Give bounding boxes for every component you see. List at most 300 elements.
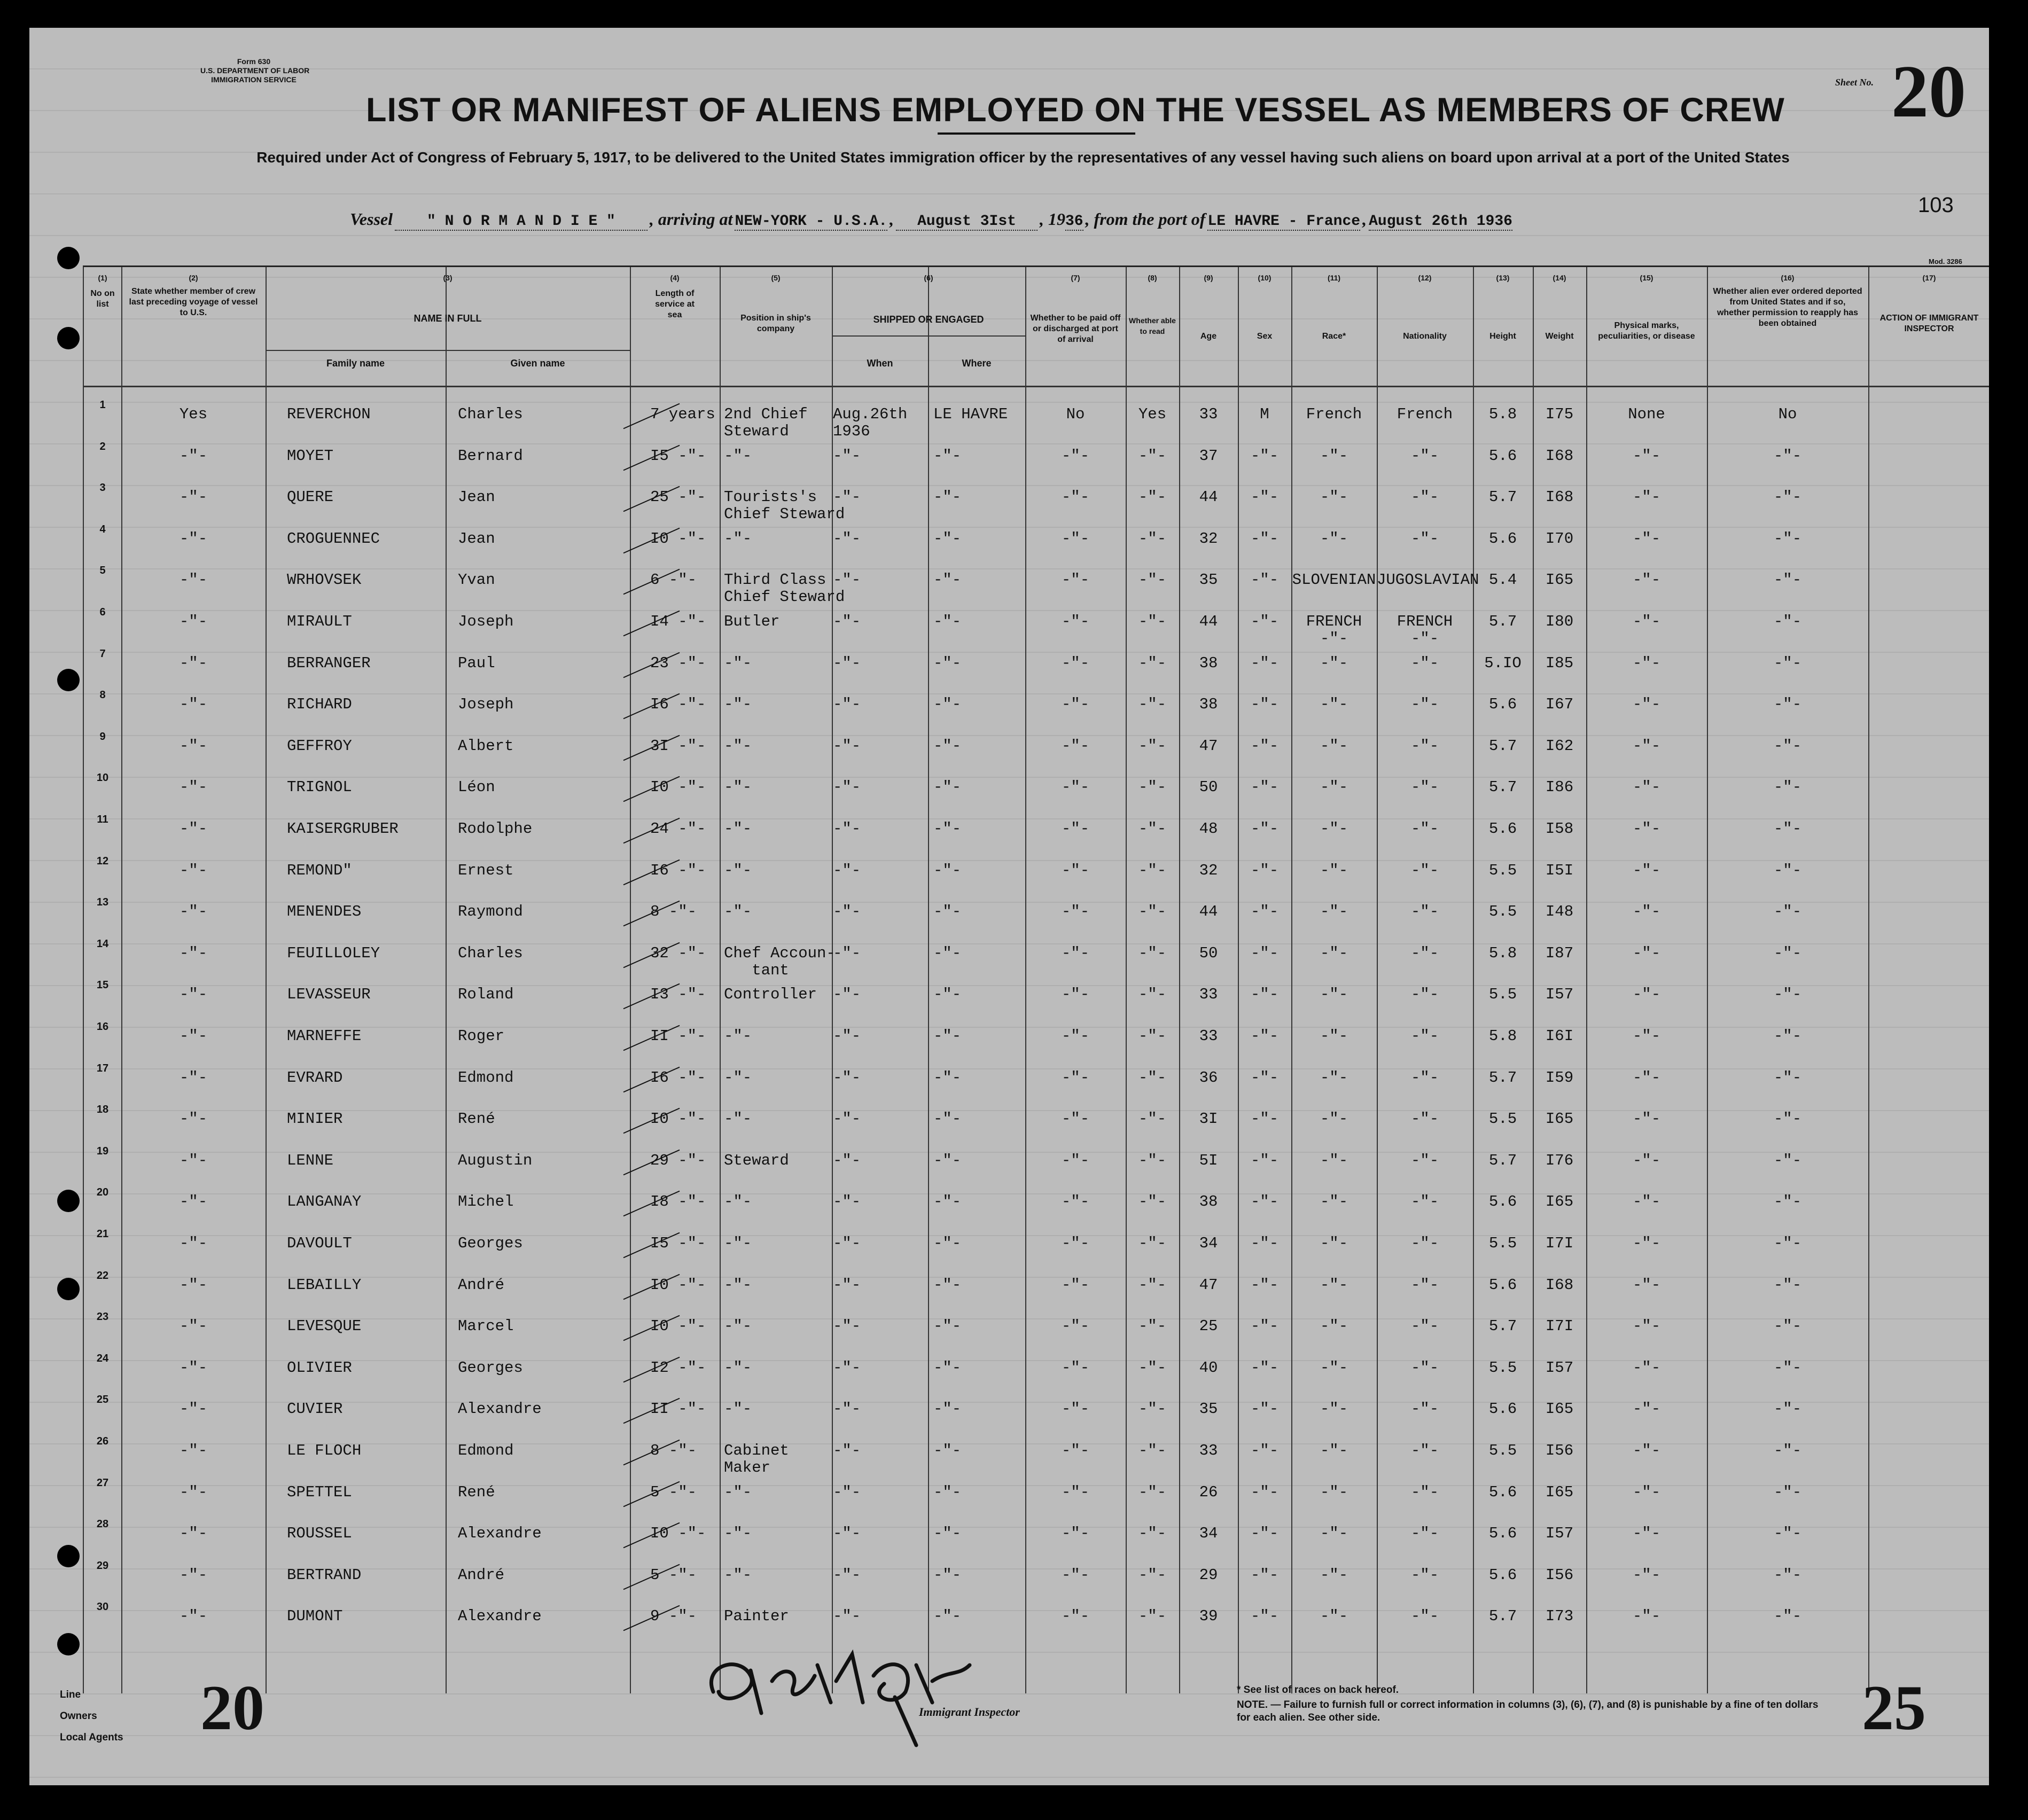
cell-weight: I65 <box>1545 1193 1574 1211</box>
cell-weight: I68 <box>1545 488 1574 506</box>
cell-given: Raymond <box>458 903 523 921</box>
cell-deported: -"- <box>1773 488 1802 506</box>
line-label: Line <box>60 1689 81 1700</box>
punch-hole <box>57 1190 80 1212</box>
cell-marks: -"- <box>1632 1027 1661 1045</box>
cell-weight: I65 <box>1545 1110 1574 1128</box>
cell-height: 5.7 <box>1488 737 1517 755</box>
cell-prev: -"- <box>179 861 208 879</box>
cell-deported: -"- <box>1773 529 1802 548</box>
cell-paid: -"- <box>1061 1607 1090 1626</box>
cell-when: -"- <box>833 447 861 465</box>
cell-height: 5.6 <box>1488 1193 1517 1211</box>
cell-when: -"- <box>833 1151 861 1169</box>
cell-no: 11 <box>97 814 108 825</box>
header-shipped-or-engaged: SHIPPED OR ENGAGED <box>873 314 984 325</box>
owners-label: Owners <box>60 1710 97 1722</box>
cell-prev: -"- <box>179 447 208 465</box>
cell-position: -"- <box>724 903 752 921</box>
cell-race: -"- <box>1320 778 1348 796</box>
cell-family: WRHOVSEK <box>287 571 362 589</box>
cell-height: 5.5 <box>1488 1442 1517 1459</box>
cell-service: I6 -"- <box>650 696 706 714</box>
cell-where: -"- <box>933 1027 962 1045</box>
cell-prev: -"- <box>179 820 208 838</box>
cell-where: -"- <box>933 1193 962 1211</box>
cell-where: LE HAVRE <box>933 405 1008 423</box>
cell-given: Georges <box>458 1358 523 1377</box>
header-name-in-full: NAME IN FULL <box>414 313 482 324</box>
cell-nationality: -"- <box>1410 903 1439 921</box>
cell-service: 5 -"- <box>650 1566 697 1584</box>
cell-where: -"- <box>933 1525 962 1543</box>
manifest-sheet <box>29 28 1989 1785</box>
stamp-number: 103 <box>1918 193 1954 217</box>
cell-where: -"- <box>933 654 962 672</box>
cell-race: -"- <box>1320 1525 1348 1543</box>
arriving-label: , arriving at <box>649 209 733 229</box>
header-nationality: Nationality <box>1403 332 1447 341</box>
cell-marks: -"- <box>1632 696 1661 714</box>
cell-paid: -"- <box>1061 986 1090 1004</box>
cell-marks: -"- <box>1632 1442 1661 1459</box>
table-row <box>84 478 1989 524</box>
cell-position: Painter <box>724 1607 789 1626</box>
cell-paid: -"- <box>1061 1276 1090 1294</box>
cell-deported: -"- <box>1773 613 1802 630</box>
cell-marks: -"- <box>1632 447 1661 465</box>
cell-nationality: -"- <box>1410 1027 1439 1045</box>
cell-weight: I5I <box>1545 861 1574 879</box>
cell-family: BERRANGER <box>287 654 371 672</box>
cell-prev: -"- <box>179 571 208 589</box>
cell-read: -"- <box>1138 778 1167 796</box>
header-previous-voyage: State whether member of crew last preceding voyage of vessel to U.S. <box>129 287 258 317</box>
cell-prev: -"- <box>179 1317 208 1335</box>
cell-race: -"- <box>1320 488 1348 506</box>
cell-given: Marcel <box>458 1317 514 1335</box>
cell-prev: -"- <box>179 1110 208 1128</box>
cell-race: -"- <box>1320 903 1348 921</box>
cell-sex: -"- <box>1250 986 1279 1004</box>
cell-height: 5.7 <box>1488 1317 1517 1335</box>
cell-marks: -"- <box>1632 1525 1661 1543</box>
department-heading <box>200 57 310 84</box>
cell-given: Albert <box>458 737 514 755</box>
penalty-note: NOTE. — Failure to furnish full or correct information in columns (3), (6), (7), and (8) is punishable by a fine of ten dollars for each alien. See other side. <box>1237 1699 1819 1723</box>
cell-race: -"- <box>1320 529 1348 548</box>
header-deported: Whether alien ever ordered deported from United States and if so, whether permission to reapply has been obtained <box>1713 287 1862 328</box>
cell-given: Georges <box>458 1235 523 1252</box>
vessel-label: Vessel <box>350 209 393 229</box>
cell-where: -"- <box>933 944 962 962</box>
cell-weight: I68 <box>1545 1276 1574 1294</box>
cell-deported: -"- <box>1773 820 1802 838</box>
cell-sex: -"- <box>1250 529 1279 548</box>
cell-family: MIRAULT <box>287 613 352 630</box>
cell-age: 33 <box>1199 1442 1218 1459</box>
cell-age: 34 <box>1199 1525 1218 1543</box>
table-row <box>84 1597 1989 1638</box>
table-row <box>84 893 1989 934</box>
cell-nationality: -"- <box>1410 1442 1439 1459</box>
cell-height: 5.5 <box>1488 1235 1517 1252</box>
cell-family: EVRARD <box>287 1068 343 1087</box>
header-race: Race* <box>1322 332 1346 341</box>
cell-race: -"- <box>1320 1607 1348 1626</box>
cell-nationality: -"- <box>1410 447 1439 465</box>
cell-given: Charles <box>458 405 523 423</box>
departure-date: August 26th 1936 <box>1369 213 1512 230</box>
cell-nationality: French <box>1397 405 1453 423</box>
cell-service: 6 -"- <box>650 571 697 589</box>
cell-when: -"- <box>833 613 861 630</box>
cell-when: -"- <box>833 737 861 755</box>
arrival-port: NEW-YORK - U.S.A. <box>735 213 888 230</box>
cell-weight: I57 <box>1545 1358 1574 1377</box>
cell-where: -"- <box>933 1068 962 1087</box>
cell-deported: -"- <box>1773 986 1802 1004</box>
cell-marks: -"- <box>1632 1607 1661 1626</box>
cell-deported: -"- <box>1773 1525 1802 1543</box>
header-length-of-service: Length of service at sea <box>655 289 695 319</box>
cell-when: -"- <box>833 1525 861 1543</box>
cell-no: 29 <box>96 1559 109 1572</box>
cell-position: -"- <box>724 1483 752 1501</box>
cell-prev: -"- <box>179 1027 208 1045</box>
cell-deported: -"- <box>1773 1110 1802 1128</box>
cell-read: -"- <box>1138 1235 1167 1252</box>
cell-given: Jean <box>458 529 495 548</box>
cell-sex: -"- <box>1250 613 1279 630</box>
cell-height: 5.6 <box>1488 1483 1517 1501</box>
cell-where: -"- <box>933 737 962 755</box>
cell-weight: I65 <box>1545 571 1574 589</box>
cell-age: 37 <box>1199 447 1218 465</box>
header-no-on-list: No on list <box>90 289 115 309</box>
cell-sex: -"- <box>1250 820 1279 838</box>
cell-paid: -"- <box>1061 1193 1090 1211</box>
cell-service: 8 -"- <box>650 1442 697 1459</box>
cell-service: I5 -"- <box>650 1235 706 1252</box>
header-able-to-read: Whether able to read <box>1129 316 1176 335</box>
cell-prev: -"- <box>179 1151 208 1169</box>
cell-sex: -"- <box>1250 1525 1279 1543</box>
cell-marks: -"- <box>1632 861 1661 879</box>
cell-service: 9 -"- <box>650 1607 697 1626</box>
cell-race: -"- <box>1320 1027 1348 1045</box>
cell-service: 32 -"- <box>650 944 706 962</box>
cell-marks: -"- <box>1632 488 1661 506</box>
cell-marks: -"- <box>1632 1566 1661 1584</box>
table-row <box>84 1349 1989 1390</box>
cell-prev: -"- <box>179 613 208 630</box>
cell-marks: -"- <box>1632 986 1661 1004</box>
cell-nationality: -"- <box>1410 1276 1439 1294</box>
table-row <box>84 561 1989 606</box>
cell-position: -"- <box>724 1317 752 1335</box>
cell-when: -"- <box>833 1566 861 1584</box>
cell-where: -"- <box>933 1566 962 1584</box>
cell-service: 5 -"- <box>650 1483 697 1501</box>
cell-marks: -"- <box>1632 1193 1661 1211</box>
cell-deported: -"- <box>1773 1027 1802 1045</box>
cell-family: MINIER <box>287 1110 343 1128</box>
cell-sex: -"- <box>1250 1358 1279 1377</box>
cell-deported: -"- <box>1773 1068 1802 1087</box>
cell-where: -"- <box>933 1607 962 1626</box>
cell-deported: -"- <box>1773 1566 1802 1584</box>
cell-read: -"- <box>1138 986 1167 1004</box>
cell-read: -"- <box>1138 488 1167 506</box>
cell-prev: -"- <box>179 1607 208 1626</box>
cell-age: 29 <box>1199 1566 1218 1584</box>
cell-race: -"- <box>1320 861 1348 879</box>
cell-family: LANGANAY <box>287 1193 362 1211</box>
cell-family: DAVOULT <box>287 1235 352 1252</box>
cell-sex: -"- <box>1250 447 1279 465</box>
cell-where: -"- <box>933 778 962 796</box>
cell-service: 25 -"- <box>650 488 706 506</box>
cell-paid: -"- <box>1061 1110 1090 1128</box>
cell-service: I8 -"- <box>650 1193 706 1211</box>
cell-race: -"- <box>1320 654 1348 672</box>
cell-service: 7 years <box>650 405 715 423</box>
cell-no: 4 <box>99 523 106 535</box>
table-row <box>84 1556 1989 1597</box>
header-physical-marks: Physical marks, peculiarities, or disease <box>1598 321 1695 341</box>
cell-height: 5.6 <box>1488 1525 1517 1543</box>
cell-weight: I68 <box>1545 447 1574 465</box>
cell-age: 35 <box>1199 571 1218 589</box>
cell-position: -"- <box>724 1566 752 1584</box>
cell-read: -"- <box>1138 1442 1167 1459</box>
cell-where: -"- <box>933 613 962 630</box>
sheet-number: 20 <box>1891 50 1966 133</box>
punch-hole <box>57 1278 80 1300</box>
header-position: Position in ship's company <box>740 314 811 333</box>
punch-hole <box>57 669 80 691</box>
cell-marks: -"- <box>1632 737 1661 755</box>
cell-read: -"- <box>1138 529 1167 548</box>
cell-marks: -"- <box>1632 1110 1661 1128</box>
voyage-line: Vessel " N O R M A N D I E " , arriving at NEW-YORK - U.S.A. , August 3Ist , 1936 , from the port of LE HAVRE - France , August 26th 1936 <box>350 209 1512 230</box>
header-shipped-where: Where <box>962 358 992 369</box>
crew-table: (1) No on list (2) State whether member of crew last preceding voyage of vessel to U.S. (3) NAME IN FULL Family name Given name (4) Length of service at sea (5) Position in ship's company (6) SHIPPED OR ENGAGED When Where (7) Whether to be paid off or discharged at port of arrival (8) Whether able to read (9) Age (10) Sex (11) Race* (12) Nationality (13) Height (14) Weight (15) Physical marks, peculiarities, or disease (16) Whether alien ever ordered deported from United States and if so, whether permission to reapply has been obtained (17) ACTION OF IMMIGRANT INSPECTOR 1 Yes REVERCHON Charles 7 years 2nd Chief Steward Aug.26th 1936 LE HAVRE No Yes 33 M French French 5.8 I75 None No 2 -"- MOYET Bernard I5 -"- -"- -"- -"- -"- -"- 37 -"- -"- -"- 5.6 I68 -"- -"- 3 -"- QUERE Jean 25 -"- Tourists's Chief Steward -"- -"- -"- -"- 44 -"- -"- -"- 5.7 I68 -"- -"- 4 -"- CROGUENNEC Jean I0 -"- -"- -"- -"- -"- -"- 32 -"- -"- -"- 5.6 I70 -"- -"- 5 -"- WRHOVSEK Yvan 6 -"- Third Class Chief Steward -"- -"- -"- -"- 35 -"- SLOVENIAN JUGOSLAVIAN 5.4 I65 -"- -"- 6 -"- MIRAULT Joseph I4 -"- Butler -"- -"- -"- -"- 44 -"- FRENCH -"- FRENCH -"- 5.7 I80 -"- -"- 7 -"- BERRANGER Paul 23 -"- -"- -"- -"- -"- -"- 38 -"- -"- -"- 5.IO I85 -"- -"- 8 -"- RICHARD Joseph I6 -"- -"- -"- -"- -"- -"- 38 -"- -"- -"- 5.6 I67 -"- -"- 9 -"- GEFFROY Albert 3I -"- -"- -"- -"- -"- -"- 47 -"- -"- -"- 5.7 I62 -"- -"- 10 -"- TRIGNOL Léon I0 -"- -"- -"- -"- -"- -"- 50 -"- -"- -"- 5.7 I86 -"- -"- 11 -"- KAISERGRUBER Rodolphe 24 -"- -"- -"- -"- -"- -"- 48 -"- -"- -"- 5.6 I58 -"- -"- 12 -"- REMOND" Ernest I6 -"- -"- -"- -"- -"- -"- 32 -"- -"- -"- 5.5 I5I -"- -"- 13 -"- MENENDES Raymond 8 -"- -"- -"- -"- -"- -"- 44 -"- -"- -"- 5.5 I48 -"- -"- 14 -"- FEUILLOLEY Charles 32 -"- Chef Accoun- tant -"- -"- -"- -"- 50 -"- -"- -"- 5.8 I87 -"- -"- 15 -"- LEVASSEUR Roland I3 -"- Controller -"- -"- -"- -"- 33 -"- -"- -"- 5.5 I57 -"- -"- 16 -"- MARNEFFE Roger II -"- -"- -"- -"- -"- -"- 33 -"- -"- -"- 5.8 I6I -"- -"- 17 -"- EVRARD Edmond I6 -"- -"- -"- -"- -"- -"- 36 -"- -"- -"- 5.7 I59 -"- -"- 18 -"- MINIER René I0 -"- -"- -"- -"- -"- -"- 3I -"- -"- -"- 5.5 I65 -"- -"- 19 -"- LENNE Augustin 29 -"- Steward -"- -"- -"- -"- 5I -"- -"- -"- 5.7 I76 -"- -"- 20 -"- LANGANAY Michel I8 -"- -"- -"- -"- -"- -"- 38 -"- -"- -"- 5.6 I65 -"- -"- 21 -"- DAVOULT Georges I5 -"- -"- -"- -"- -"- -"- 34 -"- -"- -"- 5.5 I7I -"- -"- 22 -"- LEBAILLY André I0 -"- -"- -"- -"- -"- -"- 47 -"- -"- -"- 5.6 I68 -"- -"- 23 -"- LEVESQUE Marcel I0 -"- -"- -"- -"- -"- -"- 25 -"- -"- -"- 5.7 I7I -"- -"- 24 -"- OLIVIER Georges I2 -"- -"- -"- -"- -"- -"- 40 -"- -"- -"- 5.5 I57 -"- -"- 25 -"- CUVIER Alexandre II -"- -"- -"- -"- -"- -"- 35 -"- -"- -"- 5.6 I65 -"- -"- 26 -"- LE FLOCH Edmond 8 -"- Cabinet Maker -"- -"- -"- -"- 33 -"- -"- -"- 5.5 I56 -"- -"- 27 -"- SPETTEL René 5 -"- -"- -"- -"- -"- -"- 26 -"- -"- -"- 5.6 I65 -"- -"- 28 -"- ROUSSEL Alexandre I0 -"- -"- -"- -"- -"- -"- 34 -"- -"- -"- 5.6 I57 -"- -"- 29 -"- BERTRAND André 5 -"- -"- -"- -"- -"- -"- 29 -"- -"- -"- 5.6 I56 -"- -"- 30 -"- DUMONT Alexandre 9 -"- Painter -"- -"- -"- -"- 39 -"- -"- -"- 5.7 I73 -"- -"- <box>83 265 1989 1693</box>
cell-race: -"- <box>1320 1110 1348 1128</box>
cell-weight: I57 <box>1545 1525 1574 1543</box>
header-shipped-when: When <box>867 358 893 369</box>
cell-given: Edmond <box>458 1442 514 1459</box>
cell-sex: -"- <box>1250 1193 1279 1211</box>
cell-when: -"- <box>833 903 861 921</box>
cell-family: MENENDES <box>287 903 362 921</box>
cell-given: Bernard <box>458 447 523 465</box>
cell-service: I0 -"- <box>650 529 706 548</box>
cell-no: 15 <box>96 979 109 991</box>
cell-family: LEVASSEUR <box>287 986 371 1004</box>
table-row <box>84 768 1989 809</box>
inspector-signature <box>692 1633 991 1751</box>
cell-where: -"- <box>933 1276 962 1294</box>
cell-age: 38 <box>1199 696 1218 714</box>
form-code: Mod. 3286 <box>1929 257 1962 265</box>
cell-no: 28 <box>96 1518 109 1530</box>
service-name: IMMIGRATION SERVICE <box>211 75 297 84</box>
cell-nationality: -"- <box>1410 1235 1439 1252</box>
cell-read: -"- <box>1138 1400 1167 1418</box>
cell-no: 26 <box>96 1435 109 1447</box>
cell-race: -"- <box>1320 1193 1348 1211</box>
cell-age: 36 <box>1199 1068 1218 1087</box>
cell-nationality: -"- <box>1410 986 1439 1004</box>
cell-sex: M <box>1260 405 1269 423</box>
cell-read: -"- <box>1138 903 1167 921</box>
cell-nationality: -"- <box>1410 1566 1439 1584</box>
cell-read: -"- <box>1138 447 1167 465</box>
table-row <box>84 852 1989 893</box>
cell-age: 25 <box>1199 1317 1218 1335</box>
cell-no: 24 <box>96 1352 109 1364</box>
cell-sex: -"- <box>1250 737 1279 755</box>
cell-no: 19 <box>96 1145 109 1157</box>
cell-position: -"- <box>724 529 752 548</box>
table-row <box>84 437 1989 478</box>
cell-paid: -"- <box>1061 944 1090 962</box>
cell-paid: -"- <box>1061 1566 1090 1584</box>
cell-where: -"- <box>933 820 962 838</box>
cell-weight: I56 <box>1545 1442 1574 1459</box>
punch-hole <box>57 1633 80 1655</box>
cell-when: -"- <box>833 778 861 796</box>
cell-given: Paul <box>458 654 495 672</box>
cell-family: LE FLOCH <box>287 1442 362 1459</box>
cell-read: -"- <box>1138 1193 1167 1211</box>
cell-paid: -"- <box>1061 1317 1090 1335</box>
cell-service: I0 -"- <box>650 778 706 796</box>
cell-prev: -"- <box>179 1566 208 1584</box>
cell-service: 3I -"- <box>650 737 706 755</box>
cell-deported: -"- <box>1773 737 1802 755</box>
cell-weight: I57 <box>1545 986 1574 1004</box>
cell-position: Steward <box>724 1151 789 1169</box>
cell-family: RICHARD <box>287 696 352 714</box>
cell-nationality: -"- <box>1410 944 1439 962</box>
cell-when: -"- <box>833 1483 861 1501</box>
cell-read: -"- <box>1138 654 1167 672</box>
cell-given: Roland <box>458 986 514 1004</box>
cell-height: 5.7 <box>1488 488 1517 506</box>
cell-read: -"- <box>1138 1110 1167 1128</box>
cell-weight: I6I <box>1545 1027 1574 1045</box>
cell-given: Ernest <box>458 861 514 879</box>
header-paid-off: Whether to be paid off or discharged at port of arrival <box>1030 314 1121 344</box>
cell-race: -"- <box>1320 1400 1348 1418</box>
cell-service: 24 -"- <box>650 820 706 838</box>
cell-deported: -"- <box>1773 1317 1802 1335</box>
table-row <box>84 1017 1989 1058</box>
cell-given: Jean <box>458 488 495 506</box>
cell-nationality: -"- <box>1410 1400 1439 1418</box>
cell-sex: -"- <box>1250 1607 1279 1626</box>
cell-family: LEVESQUE <box>287 1317 362 1335</box>
cell-no: 17 <box>96 1062 109 1074</box>
cell-nationality: JUGOSLAVIAN <box>1377 571 1479 589</box>
cell-position: -"- <box>724 1027 752 1045</box>
cell-deported: -"- <box>1773 944 1802 962</box>
cell-age: 3I <box>1199 1110 1218 1128</box>
cell-paid: -"- <box>1061 447 1090 465</box>
cell-weight: I65 <box>1545 1483 1574 1501</box>
cell-age: 44 <box>1199 903 1218 921</box>
cell-height: 5.8 <box>1488 1027 1517 1045</box>
cell-race: -"- <box>1320 737 1348 755</box>
cell-no: 22 <box>96 1269 109 1282</box>
cell-deported: -"- <box>1773 1607 1802 1626</box>
cell-given: André <box>458 1566 505 1584</box>
cell-no: 10 <box>96 772 109 784</box>
cell-when: -"- <box>833 944 861 962</box>
cell-height: 5.6 <box>1488 820 1517 838</box>
cell-nationality: -"- <box>1410 1525 1439 1543</box>
arrival-year: 36 <box>1065 213 1083 230</box>
cell-height: 5.5 <box>1488 903 1517 921</box>
cell-service: I6 -"- <box>650 1068 706 1087</box>
cell-when: -"- <box>833 1068 861 1087</box>
cell-no: 1 <box>99 399 106 411</box>
cell-weight: I7I <box>1545 1235 1574 1252</box>
cell-when: -"- <box>833 1110 861 1128</box>
cell-nationality: -"- <box>1410 778 1439 796</box>
races-note: * See list of races on back hereof. <box>1237 1684 1399 1696</box>
cell-when: -"- <box>833 529 861 548</box>
table-row <box>84 1307 1989 1348</box>
cell-nationality: -"- <box>1410 820 1439 838</box>
cell-age: 44 <box>1199 613 1218 630</box>
cell-read: -"- <box>1138 1027 1167 1045</box>
cell-age: 33 <box>1199 405 1218 423</box>
cell-prev: -"- <box>179 1358 208 1377</box>
cell-weight: I65 <box>1545 1400 1574 1418</box>
cell-position: Butler <box>724 613 780 630</box>
cell-paid: -"- <box>1061 696 1090 714</box>
cell-where: -"- <box>933 903 962 921</box>
cell-position: Cabinet Maker <box>724 1442 789 1477</box>
cell-marks: -"- <box>1632 1483 1661 1501</box>
cell-race: -"- <box>1320 447 1348 465</box>
table-row <box>84 934 1989 979</box>
cell-family: LENNE <box>287 1151 334 1169</box>
cell-height: 5.6 <box>1488 447 1517 465</box>
cell-paid: -"- <box>1061 1235 1090 1252</box>
cell-given: Alexandre <box>458 1400 542 1418</box>
cell-paid: -"- <box>1061 654 1090 672</box>
cell-height: 5.7 <box>1488 613 1517 630</box>
local-agents-label: Local Agents <box>60 1732 123 1743</box>
cell-nationality: -"- <box>1410 861 1439 879</box>
cell-given: Roger <box>458 1027 505 1045</box>
cell-marks: -"- <box>1632 903 1661 921</box>
cell-prev: -"- <box>179 737 208 755</box>
cell-deported: -"- <box>1773 778 1802 796</box>
cell-weight: I58 <box>1545 820 1574 838</box>
cell-given: Joseph <box>458 613 514 630</box>
cell-family: FEUILLOLEY <box>287 944 380 962</box>
cell-family: CUVIER <box>287 1400 343 1418</box>
departure-port: LE HAVRE - France <box>1207 213 1361 230</box>
cell-paid: -"- <box>1061 737 1090 755</box>
table-row <box>84 644 1989 685</box>
